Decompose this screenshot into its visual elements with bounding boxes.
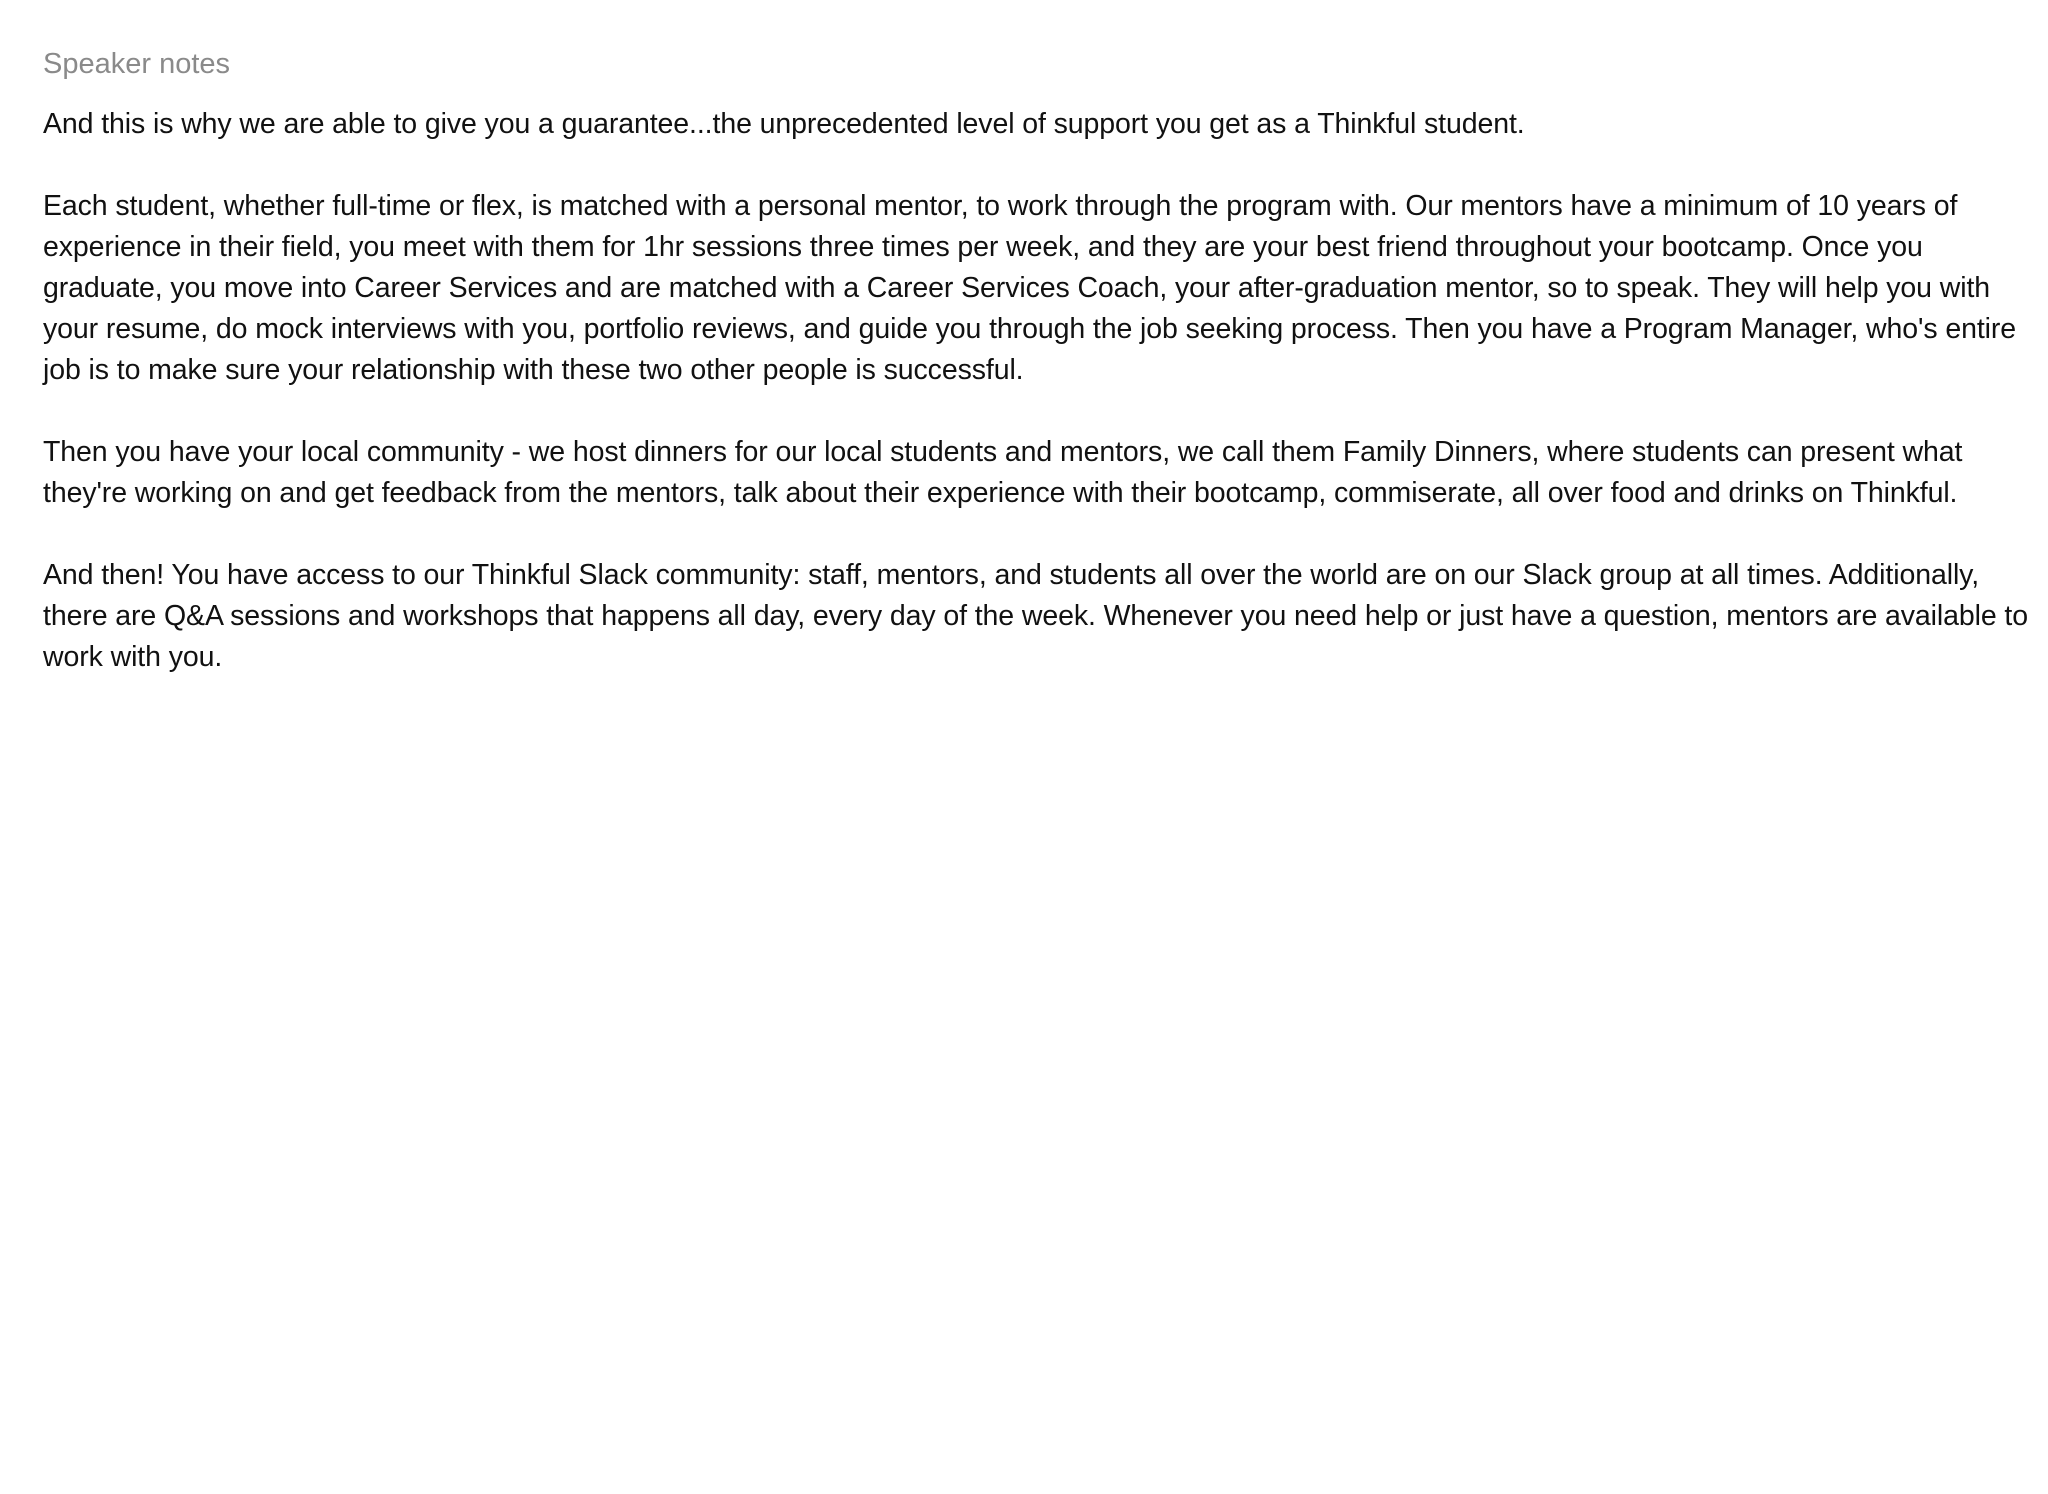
speaker-notes-panel [43,44,2033,719]
speaker-notes-body[interactable] [43,104,2033,678]
notes-paragraph: Each student, whether full-time or flex, is matched with a personal mentor, to work through the program with. Our mentors have a minimum of 10 years of experience in their field, you meet with them for 1hr sessions three times per week, and they are your best friend throughout your bootcamp. Once you graduate, you move into Career Services and are matched with a Career Services Coach, your after-graduation mentor, so to speak. They will help you with your resume, do mock interviews with you, portfolio reviews, and guide you through the job seeking process. Then you have a Program Manager, who's entire job is to make sure your relationship with these two other people is successful. [43,190,2017,386]
speaker-notes-heading: Speaker notes [43,48,231,80]
notes-paragraph: And then! You have access to our Thinkful Slack community: staff, mentors, and students all over the world are on our Slack group at all times. Additionally, there are Q&A sessions and workshops that happens all day, every day of the week. Whenever you need help or just have a question, mentors are available to work with you. [43,559,2029,673]
notes-paragraph: Then you have your local community - we host dinners for our local students and mentors, we call them Family Dinners, where students can present what they're working on and get feedback from the mentors, talk about their experience with their bootcamp, commiserate, all over food and drinks on Thinkful. [43,436,1963,509]
notes-paragraph: And this is why we are able to give you a guarantee...the unprecedented level of support you get as a Thinkful student. [43,108,1525,140]
